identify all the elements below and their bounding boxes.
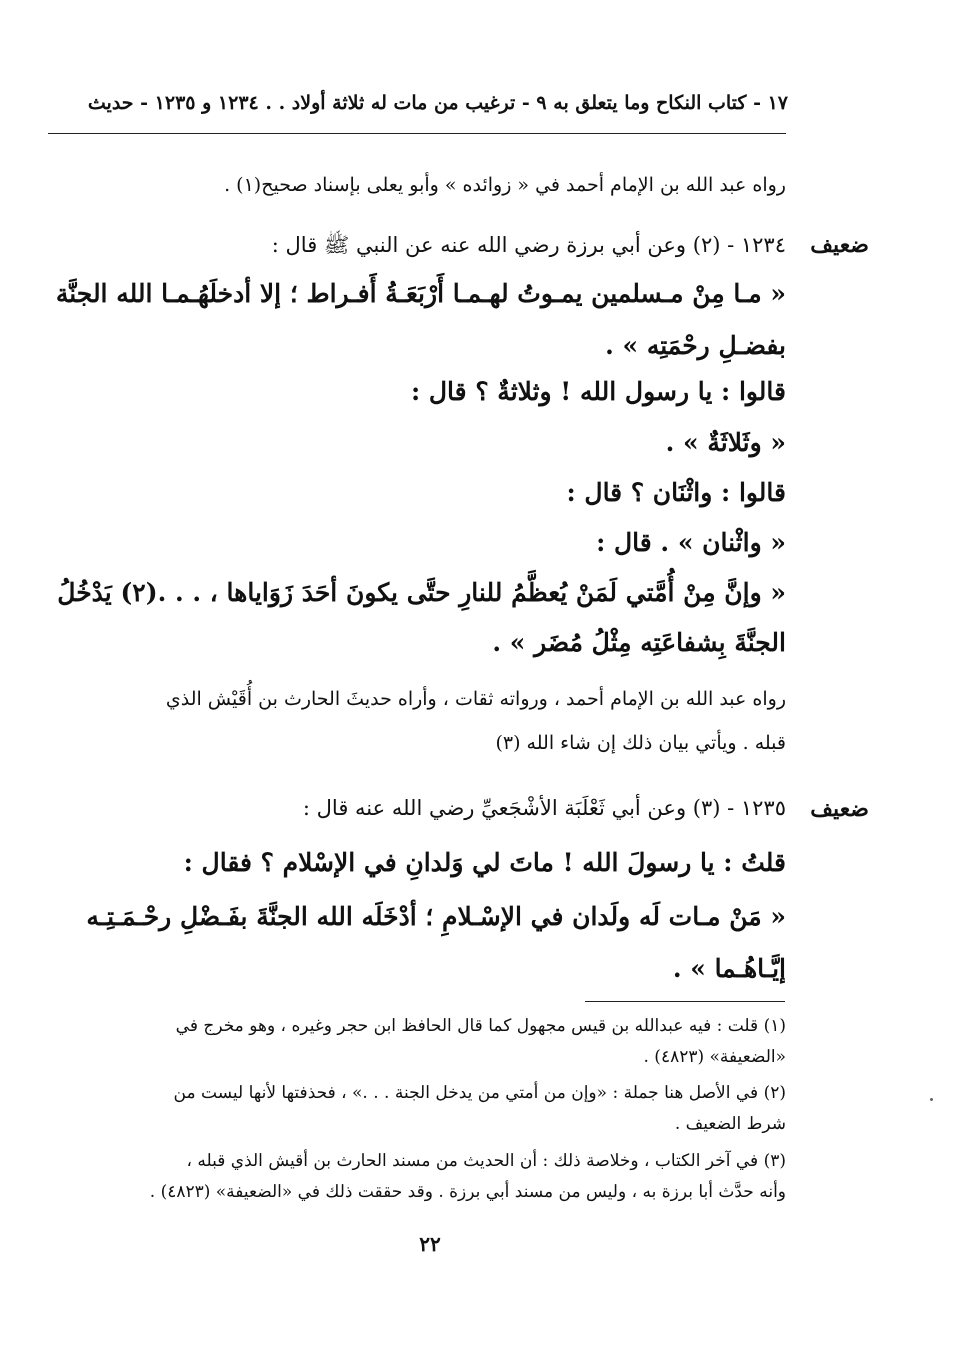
- hadith-1234-line-8: الجنَّةَ بِشفاعَتِه مِثْلُ مُضَر » .: [492, 628, 786, 657]
- footnote-3-line-1: (٣) في آخر الكتاب ، وخلاصة ذلك : أن الحديث من مسند الحارث بن أقيش الذي قبله ،: [186, 1151, 786, 1171]
- hadith-1235-line-2: « مَنْ مـات لَه ولَدان في الإسْـلامِ ؛ أدْخَلَه الله الجنَّةَ بفَـضْلِ رحْـمَـتِـه: [86, 902, 786, 931]
- footnote-divider: [585, 1001, 785, 1002]
- header-divider: [48, 133, 786, 134]
- hadith-1234-line-6: « واثْنان » . قال :: [596, 528, 786, 557]
- hadith-1234-heading: ١٢٣٤ - (٢) وعن أبي برزة رضي الله عنه عن النبي ﷺ قال :: [271, 233, 786, 257]
- page-number: ٢٢: [419, 1232, 441, 1256]
- hadith-1234-line-5: قالوا : واثْنَان ؟ قال :: [566, 478, 786, 507]
- footnote-2-line-1: (٢) في الأصل هنا جملة : «وإن من أمتي من يدخل الجنة . . .» ، فحذفتها لأنها ليست من: [173, 1083, 786, 1103]
- intro-source-line: رواه عبد الله بن الإمام أحمد في « زوائده » وأبو يعلى بإسناد صحيح(١) .: [224, 174, 786, 196]
- hadith-1235-line-3: إيَّـاهُـما » .: [672, 954, 786, 983]
- footnote-2-line-2: شرط الضعيف .: [674, 1114, 786, 1134]
- footnote-1-line-1: (١) قلت : فيه عبدالله بن قيس مجهول كما قال الحافظ ابن حجر وغيره ، وهو مخرج في: [175, 1016, 786, 1036]
- hadith-1234-line-7: « وإنَّ مِنْ أُمَّتي لَمَنْ يُعظَّمُ للنارِ حتَّى يكونَ أحَدَ زَوَاياها ، . . .(٢) يَدْخُلُ: [57, 578, 786, 607]
- hadith-1235-line-1: قلتُ : يا رسولَ الله ! ماتَ لي وَلدانِ في الإسْلام ؟ فقال :: [183, 848, 786, 877]
- hadith-1234-line-3: قالوا : يا رسول الله ! وثلاثةٌ ؟ قال :: [410, 377, 786, 406]
- footnote-3-line-2: وأنه حدَّث أبا برزة به ، وليس من مسند أبي برزة . وقد حققت ذلك في «الضعيفة» (٤٨٢٣) .: [149, 1182, 786, 1202]
- hadith-1234-line-2: بفضـلِ رحْمَتِه » .: [605, 331, 786, 360]
- footnote-1-line-2: «الضعيفة» (٤٨٢٣) .: [643, 1047, 786, 1067]
- margin-dot: [930, 1098, 933, 1101]
- hadith-1234-line-1: « مـا مِنْ مـسلمين يمـوتُ لهـمـا أَرْبَعَـةُ أَفـراط ؛ إلا أدخلَهُـمـا الله الجنَّة: [55, 279, 786, 308]
- running-header: ١٧ - كتاب النكاح وما يتعلق به ٩ - ترغيب من مات له ثلاثة أولاد . . ١٢٣٤ و ١٢٣٥ - حديث: [87, 92, 788, 114]
- hadith-1234-line-4: « وثَلاثَةٌ » .: [665, 428, 786, 457]
- grade-label-1234: ضعيف: [810, 232, 869, 258]
- grade-label-1235: ضعيف: [810, 796, 869, 822]
- hadith-1234-source-line-2: قبله . ويأتي بيان ذلك إن شاء الله (٣): [495, 732, 786, 754]
- hadith-1234-source-line-1: رواه عبد الله بن الإمام أحمد ، ورواته ثقات ، وأراه حديثَ الحارث بن أُقَيْش الذي: [165, 688, 786, 710]
- hadith-1235-heading: ١٢٣٥ - (٣) وعن أبي ثَعْلَبَة الأشْجَعيِّ رضي الله عنه قال :: [302, 796, 786, 820]
